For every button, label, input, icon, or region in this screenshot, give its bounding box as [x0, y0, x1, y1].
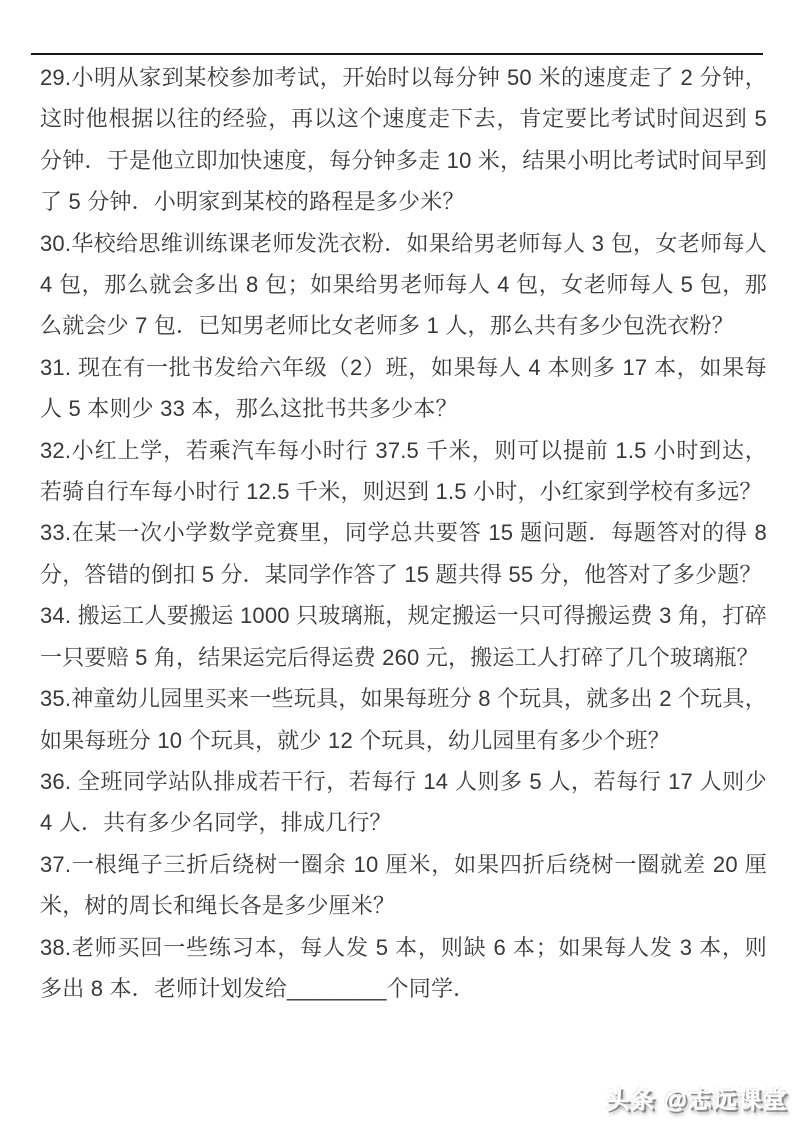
problem-38: 38.老师买回一些练习本，每人发 5 本，则缺 6 本；如果每人发 3 本，则多出 8 本．老师计划发给________个同学． [40, 934, 767, 1001]
problem-34: 34. 搬运工人要搬运 1000 只玻璃瓶，规定搬运一只可得搬运费 3 角，打碎一只要赔 5 角，结果运完后得运费 260 元，搬运工人打碎了几个玻璃瓶？ [40, 603, 767, 670]
problem-30: 30.华校给思维训练课老师发洗衣粉．如果给男老师每人 3 包，女老师每人 4 包，那么就会多出 8 包；如果给男老师每人 4 包，女老师每人 5 包，那么就会少 7 包．已知男老师比女老师多 1 人，那么共有多少包洗衣粉？ [40, 230, 767, 339]
header-divider-rule [31, 53, 763, 55]
problem-31: 31. 现在有一批书发给六年级（2）班，如果每人 4 本则多 17 本，如果每人 5 本则少 33 本，那么这批书共多少本？ [40, 354, 767, 422]
problem-29: 29.小明从家到某校参加考试，开始时以每分钟 50 米的速度走了 2 分钟，这时他根据以往的经验，再以这个速度走下去，肯定要比考试时间迟到 5 分钟．于是他立即加快速度，每分钟多走 10 米，结果小明比考试时间早到了 5 分钟．小明家到某校的路程是多少米？ [40, 65, 767, 215]
problems-list [40, 57, 767, 1009]
problem-33: 33.在某一次小学数学竞赛里，同学总共要答 15 题问题．每题答对的得 8 分，答错的倒扣 5 分．某同学作答了 15 题共得 55 分，他答对了多少题？ [40, 520, 767, 587]
problem-36: 36. 全班同学站队排成若干行，若每行 14 人则多 5 人，若每行 17 人则少 4 人．共有多少名同学，排成几行？ [40, 768, 767, 836]
toutiao-watermark: 头条 @志远课堂 [605, 1087, 788, 1114]
problem-32: 32.小红上学，若乘汽车每小时行 37.5 千米，则可以提前 1.5 小时到达，若骑自行车每小时行 12.5 千米，则迟到 1.5 小时，小红家到学校有多远？ [40, 437, 767, 505]
problem-35: 35.神童幼儿园里买来一些玩具，如果每班分 8 个玩具，就多出 2 个玩具，如果每班分 10 个玩具，就少 12 个玩具，幼儿园里有多少个班？ [40, 686, 767, 753]
problem-37: 37.一根绳子三折后绕树一圈余 10 厘米，如果四折后绕树一圈就差 20 厘米，树的周长和绳长各是多少厘米？ [40, 851, 767, 919]
